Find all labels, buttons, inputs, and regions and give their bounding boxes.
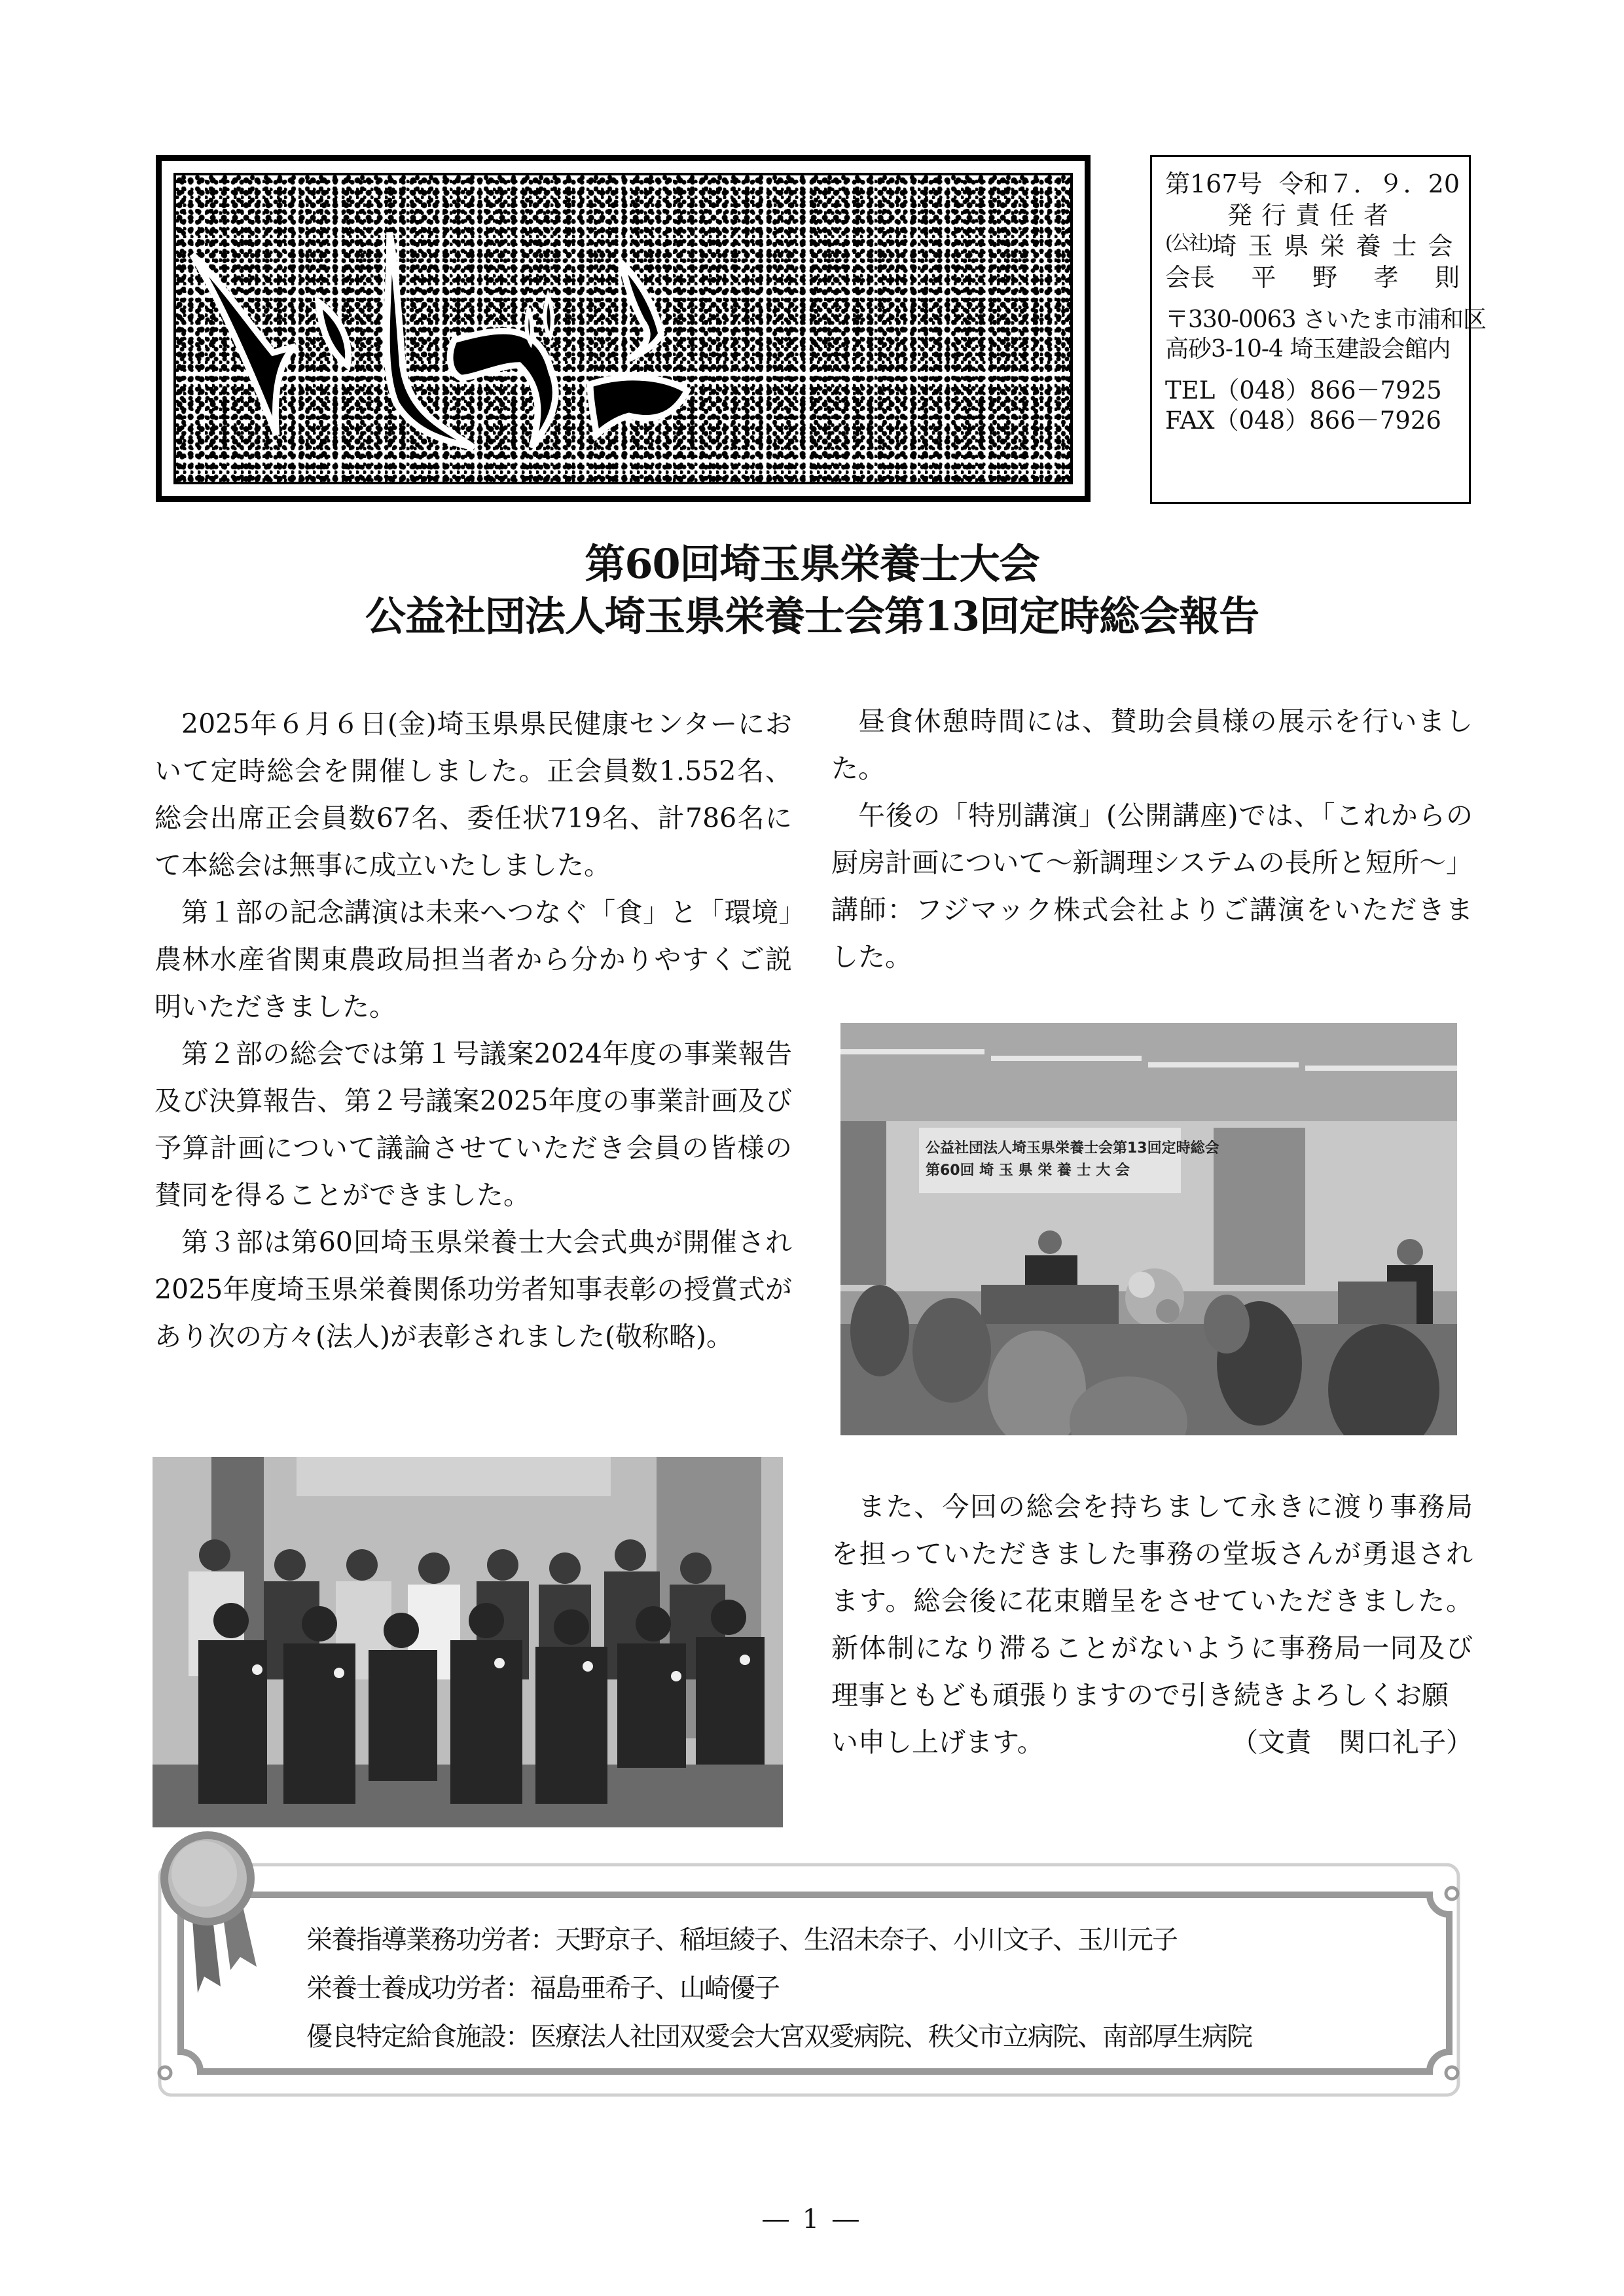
closing-text: い申し上げます。 <box>831 1727 1044 1758</box>
president-title: 会長 <box>1165 262 1216 292</box>
org-name: 埼玉県栄養士会 <box>1212 232 1464 260</box>
photo-speech <box>840 1023 1457 1435</box>
award-recipients-box <box>154 1862 1464 2098</box>
publisher-label: 発行責任者 <box>1227 200 1398 230</box>
paragraph: 第２部の総会では第１号議案2024年度の事業報告及び決算報告、第２号議案2025年度の事業計画及び予算計画について議論させていただき会員の皆様の賛同を得ることができました。 <box>154 1038 792 1211</box>
right-column-text-bottom <box>831 1483 1473 1766</box>
org-prefix: (公社) <box>1165 232 1212 255</box>
tel-number: TEL（048）866－7925 <box>1165 376 1442 404</box>
organization-row <box>1165 231 1464 262</box>
paragraph: 第３部は第60回埼玉県栄養士大会式典が開催され2025年度埼玉県栄養関係功労者知事表彰の授賞式があり次の方々(法人)が表彰されました(敬称略)。 <box>154 1227 792 1352</box>
headline-line-2: 公益社団法人埼玉県栄養士会第13回定時総会報告 <box>365 592 1259 640</box>
masthead-logo <box>156 155 1091 502</box>
publication-info-box <box>1150 155 1486 504</box>
article-headline <box>0 538 1624 643</box>
award-list <box>306 1916 1252 2061</box>
group-photo-icon <box>153 1457 783 1827</box>
president-name-char: 孝 <box>1373 262 1399 292</box>
speech-photo-icon <box>840 1023 1457 1435</box>
issue-row <box>1165 169 1460 200</box>
logo-dotted-panel <box>173 173 1073 484</box>
president-row <box>1165 262 1460 294</box>
headline-line-1: 第60回埼玉県栄養士大会 <box>585 540 1039 588</box>
svg-text:第60回 埼 玉 県 栄 養 士 大 会: 第60回 埼 玉 県 栄 養 士 大 会 <box>926 1162 1130 1179</box>
award-line-dietitian-training: 栄養士養成功労者：福島亜希子、山崎優子 <box>306 1973 779 2003</box>
photo-group-awardees <box>153 1457 783 1827</box>
paragraph: 第１部の記念講演は未来へつなぐ「食」と「環境」農林水産省関東農政局担当者から分かりやすくご説明いただきました。 <box>154 897 792 1022</box>
president-name-char: 平 <box>1251 262 1276 292</box>
page-number: ― 1 ― <box>763 2204 861 2234</box>
issue-number: 第167号 <box>1165 170 1263 198</box>
president-name-char: 野 <box>1312 262 1337 292</box>
address-line-2: 高砂3-10-4 埼玉建設会館内 <box>1165 336 1451 363</box>
paragraph: 昼食休憩時間には、賛助会員様の展示を行いました。 <box>831 706 1473 784</box>
paragraph: 2025年６月６日(金)埼玉県県民健康センターにおいて定時総会を開催しました。正会員数1.552名、総会出席正会員数67名、委任状719名、計786名にて本総会は無事に成立いたしました。 <box>154 708 792 881</box>
calligraphy-logo-icon <box>176 175 1070 482</box>
paragraph: また、今回の総会を持ちまして永きに渡り事務局を担っていただきました事務の堂坂さんが勇退されます。総会後に花束贈呈をさせていただきました。新体制になり滞ることがないように事務局一同及び理事ともども頑張りますので引き続きよろしくお願 <box>831 1491 1473 1711</box>
president-name-char: 則 <box>1434 262 1460 292</box>
fax-number: FAX（048）866－7926 <box>1165 406 1441 435</box>
award-line-nutrition-guidance: 栄養指導業務功労者：天野京子、稲垣綾子、生沼未奈子、小川文子、玉川元子 <box>306 1925 1177 1955</box>
author-byline: （文責 関口礼子） <box>1231 1727 1473 1758</box>
left-column-text <box>154 700 792 1360</box>
svg-text:公益社団法人埼玉県栄養士会第13回定時総会: 公益社団法人埼玉県栄養士会第13回定時総会 <box>926 1140 1219 1157</box>
address-line-1: 〒330-0063 さいたま市浦和区 <box>1165 306 1486 333</box>
right-column-text-top <box>831 698 1473 980</box>
award-medal-icon <box>158 1823 263 2000</box>
paragraph: 午後の「特別講演」(公開講座)では、「これからの厨房計画について～新調理システムの長所と短所～」講師：フジマック株式会社よりご講演をいただきました。 <box>831 800 1473 973</box>
issue-date: 令和７．９．20 <box>1278 170 1460 198</box>
award-line-food-service-facility: 優良特定給食施設：医療法人社団双愛会大宮双愛病院、秩父市立病院、南部厚生病院 <box>306 2022 1252 2052</box>
closing-line <box>831 1719 1473 1766</box>
